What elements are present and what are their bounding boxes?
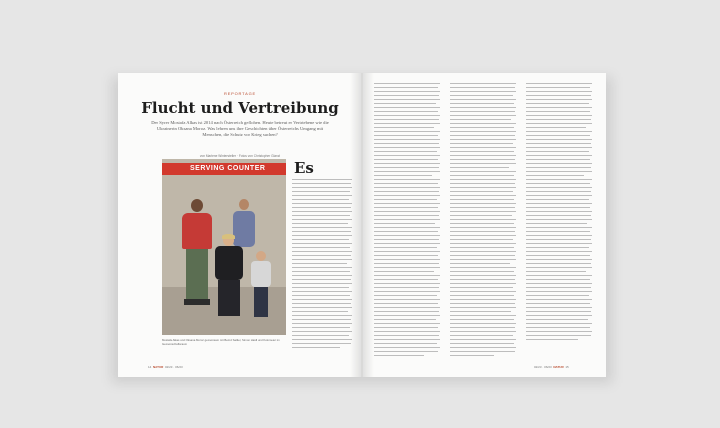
article-photo [162,159,286,335]
drop-cap: Es [294,159,314,177]
right-page-column-1 [374,83,440,359]
article-headline: Flucht und Vertreibung [141,99,339,117]
person-man-red-shirt [180,199,214,309]
person-woman-seated [214,235,244,323]
right-page-column-2 [450,83,516,359]
right-page [362,73,606,377]
magazine-spread [118,73,606,377]
article-lede: Der Syrer Mostafa Alkas ist 2014 nach Österreich geflohen. Heute betreut er Vertriebene wie die Ukrainerin Oksana Moroz. Was lehren uns ihre Geschichten über Österreichs Umgang mit Menschen, die Schutz vor Krieg suchen? [151,120,329,137]
folio-issue-left: 02/23 · 06/23 [164,365,183,369]
folio-number-right: 15 [565,365,569,369]
folio-issue-right: 02/23 · 06/23 [534,365,552,369]
folio-left [148,365,183,369]
spread-gutter [350,73,374,377]
article-byline: von Marlene Wintersteller · Fotos von Christopher Glanzl [199,154,281,158]
photo-sign: SERVING COUNTER [162,163,286,175]
folio-magazine-right: NATUR [553,365,564,369]
folio-right [534,365,569,369]
left-page [118,73,362,377]
section-kicker: REPORTAGE [224,91,256,96]
folio-number-left: 14 [148,365,152,369]
photo-caption: Mostafa Alkas und Oksana Moroz gemeinsam mit Bernd Sattler, Simon Haidl und Kolomeier im Gemeinschaftsraum [162,338,280,346]
folio-magazine-left: NATUR [153,365,164,369]
right-page-column-3 [526,83,592,359]
person-boy [250,251,272,323]
left-page-column [292,161,352,351]
